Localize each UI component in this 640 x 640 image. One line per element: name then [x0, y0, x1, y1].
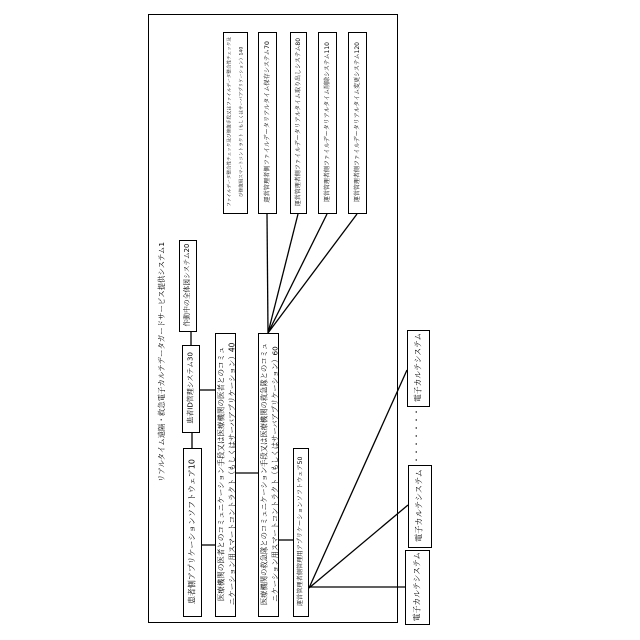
node-realtime-delete-110-label: 運営管理者側ファイルデータリアルタイム削除システム110 [324, 42, 331, 203]
node-doctor-comm-40-line2: ニケーション用スマートコントラクト（もしくはサーバアプリケーション）40 [228, 342, 237, 606]
node-emergency-comm-60-line1: 医療機関の救急隊とのコミュニケーション手段又は医療機関の救急隊とのコミュ [260, 342, 269, 606]
node-operation-status-20 [179, 240, 197, 332]
node-ekarte-system-3 [405, 550, 430, 625]
node-realtime-save-70-label: 運営管理者側ファイルデータリアルタイム保存システム70 [264, 41, 271, 203]
node-doctor-comm-40-line1: 医療機関の医者とのコミュニケーション手段又は医療機関の医者とのコミュ [217, 346, 226, 602]
node-ekarte-system-2 [408, 465, 432, 548]
node-emergency-comm-60 [258, 333, 279, 617]
node-integrity-140-line2: び修復用スマートコントラクト（もしくはサーバアプリケーション）140 [238, 46, 244, 198]
node-ekarte-system-3-label: 電子カルテシステム [413, 551, 422, 622]
node-patient-app-10 [183, 448, 202, 617]
node-patient-id-30-label: 患者ID管理システム30 [187, 352, 195, 424]
more-systems-ellipsis: ・・・・・・・ [412, 408, 421, 464]
system-title: リアルタイム遠隔・救急電子カルテデータガードサービス提供システム1 [157, 241, 167, 482]
node-patient-app-10-label: 患者側アプリケーションソフトウェア10 [188, 459, 197, 605]
node-ekarte-system-1 [407, 330, 430, 407]
node-admin-app-50 [293, 448, 309, 617]
node-ekarte-system-1-label: 電子カルテシステム [414, 332, 423, 403]
node-operation-status-20-label: 作動中の全体図システム20 [184, 243, 192, 327]
node-doctor-comm-40 [215, 333, 236, 617]
node-realtime-change-120 [348, 32, 367, 214]
node-ekarte-system-2-label: 電子カルテシステム [415, 469, 425, 543]
node-realtime-delete-110 [318, 32, 337, 214]
node-integrity-140-line1: ファイルデータ整合性チェック及び修復手段又はファイルデータ整合性チェック及 [227, 37, 233, 207]
node-emergency-comm-60-line2: ニケーション用スマートコントラクト（もしくはサーバアプリケーション）60 [271, 346, 280, 602]
node-realtime-retrieve-80-label: 運営管理者側ファイルデータリアルタイム取り出しシステム80 [295, 37, 302, 207]
node-realtime-change-120-label: 運営管理者側ファイルデータリアルタイム変更システム120 [354, 42, 361, 203]
node-realtime-save-70 [258, 32, 277, 214]
node-integrity-140 [223, 32, 248, 214]
node-realtime-retrieve-80 [290, 32, 307, 214]
node-patient-id-30 [182, 345, 200, 433]
node-admin-app-50-label: 運営管理者側管理用アプリケーションソフトウェア50 [297, 456, 305, 607]
